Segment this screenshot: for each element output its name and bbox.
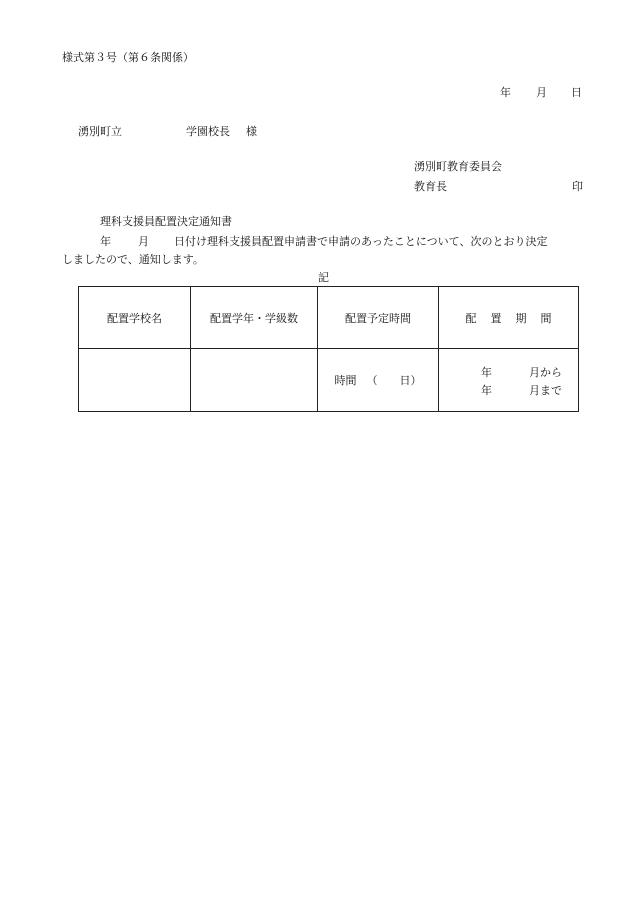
cell-scheduled-hours: [318, 349, 439, 412]
form-number: 様式第３号（第６条関係）: [62, 51, 194, 64]
period-header-char: 期: [515, 311, 527, 325]
period-header-char: 間: [540, 311, 552, 325]
schedule-table: [78, 286, 579, 412]
period-to-month: 月まで: [529, 384, 562, 397]
header-scheduled-hours: 配置予定時間: [318, 287, 439, 349]
addressee-school: 学園校長: [186, 125, 230, 138]
addressee-town: 湧別町立: [78, 125, 122, 138]
hours-label: 時間: [334, 374, 357, 387]
hours-paren-open: （: [366, 374, 378, 387]
cell-school-name: [79, 349, 191, 412]
issuer-organization: 湧別町教育委員会: [414, 160, 502, 173]
ki-marker: 記: [318, 271, 329, 284]
period-from-month: 月から: [529, 366, 562, 379]
body-text: 日付け理科支援員配置申請書で申請のあったことについて、次のとおり決定: [174, 235, 548, 248]
body-line-2: しましたので、通知します。: [62, 253, 204, 266]
table-header-row: [79, 287, 579, 349]
addressee-honorific: 様: [246, 125, 257, 138]
body-month: 月: [138, 235, 149, 248]
date-year-label: 年: [500, 86, 511, 99]
issuer-title: 教育長: [414, 180, 447, 193]
document-title: 理科支援員配置決定通知書: [100, 215, 232, 228]
date-month-label: 月: [536, 86, 547, 99]
date-day-label: 日: [571, 86, 582, 99]
period-header-char: 配: [465, 311, 477, 325]
hours-day: 日）: [399, 374, 422, 387]
issuer-seal: 印: [572, 180, 583, 193]
period-from-year: 年: [481, 366, 492, 379]
header-period: [439, 287, 579, 349]
cell-grade-classes: [191, 349, 318, 412]
period-to-year: 年: [481, 384, 492, 397]
cell-period: [439, 349, 579, 412]
header-grade-classes: 配置学年・学級数: [191, 287, 318, 349]
header-school-name: 配置学校名: [79, 287, 191, 349]
table-row: [79, 349, 579, 412]
period-from: [439, 364, 578, 380]
body-year: 年: [100, 235, 111, 248]
period-to: [439, 382, 578, 398]
period-header-char: 置: [490, 311, 502, 325]
